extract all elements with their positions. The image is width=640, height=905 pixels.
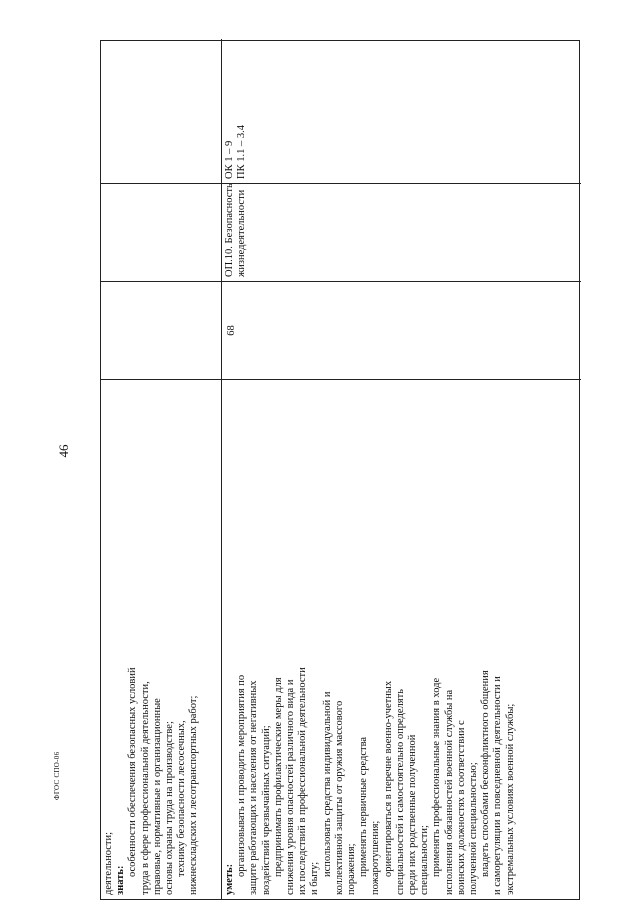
text-line: нижнескладских и лесотранспортных работ; [188,695,200,895]
curriculum-table [100,40,580,900]
text-line: применять первичные средства [358,736,370,877]
text-line: предпринимать профилактические меры для [272,677,284,877]
text-line: пожаротушения; [370,820,382,895]
text-line: основы охраны труда на производстве; [164,721,176,895]
table-row [101,39,221,899]
text-line: поражения; [346,843,358,895]
text-line: использовать средства индивидуальной и [321,691,333,877]
hours-cell [222,281,581,379]
general-competencies: ОК 1 – 9 [224,140,235,179]
knowledge-cell [101,379,221,899]
page-number: 46 [56,444,71,458]
text-line: технику безопасности лесосечных, [176,720,188,877]
text-line: экстремальных условиях военной службы; [504,703,516,895]
table-row [221,39,581,899]
text-line: и быту; [309,861,321,895]
discipline-name-line: ОП.10. Безопасность [224,183,235,277]
text-line: воздействий чрезвычайных ситуаций; [260,725,272,895]
text-line: специальностей и самостоятельно определять [394,689,406,895]
hours-value: 68 [226,325,237,336]
discipline-name-line: жизнедеятельности [236,189,248,277]
rotated-table-area [100,40,580,900]
competencies-cell [101,39,221,183]
text-line: владеть способами бесконфликтного общения [480,670,492,877]
text-line: труда в сфере профессиональной деятельности, [139,681,151,895]
text-line: коллективной защиты от оружия массового [333,700,345,895]
text-line: особенности обеспечения безопасных условий [127,667,139,877]
text-line: деятельности; [103,831,114,895]
section-heading-know: знать: [115,865,127,895]
footer-code: ФГОС СПО-06 [53,751,61,800]
text-line: снижения уровня опасностей различного вида и [285,679,297,895]
text-line: организовывать и проводить мероприятия по [236,674,248,877]
text-line: защите работающих и населения от негативных [248,680,260,895]
text-line: применять профессиональные знания в ходе [431,677,443,877]
text-line: правовые, нормативные и организационные [151,698,163,895]
hours-cell [101,281,221,379]
text-line: ориентироваться в перечне военно-учетных [382,680,394,877]
text-line: среди них родственные полученной [407,734,419,895]
text-line: воинских должностях в соответствии с [455,720,467,895]
text-line: исполнения обязанностей военной службы на [443,689,455,895]
discipline-cell [222,183,581,281]
professional-competencies: ПК 1.1 – 3.4 [236,125,248,179]
text-line: специальности; [419,825,431,895]
text-line: полученной специальностью; [468,762,480,895]
text-line: их последствий в профессиональной деятельности [297,667,309,895]
text-line: и саморегуляции в повседневной деятельности и [492,676,504,895]
discipline-cell [101,183,221,281]
skills-cell [222,379,581,899]
section-heading-skills: уметь: [224,863,235,895]
competencies-cell [222,39,581,183]
